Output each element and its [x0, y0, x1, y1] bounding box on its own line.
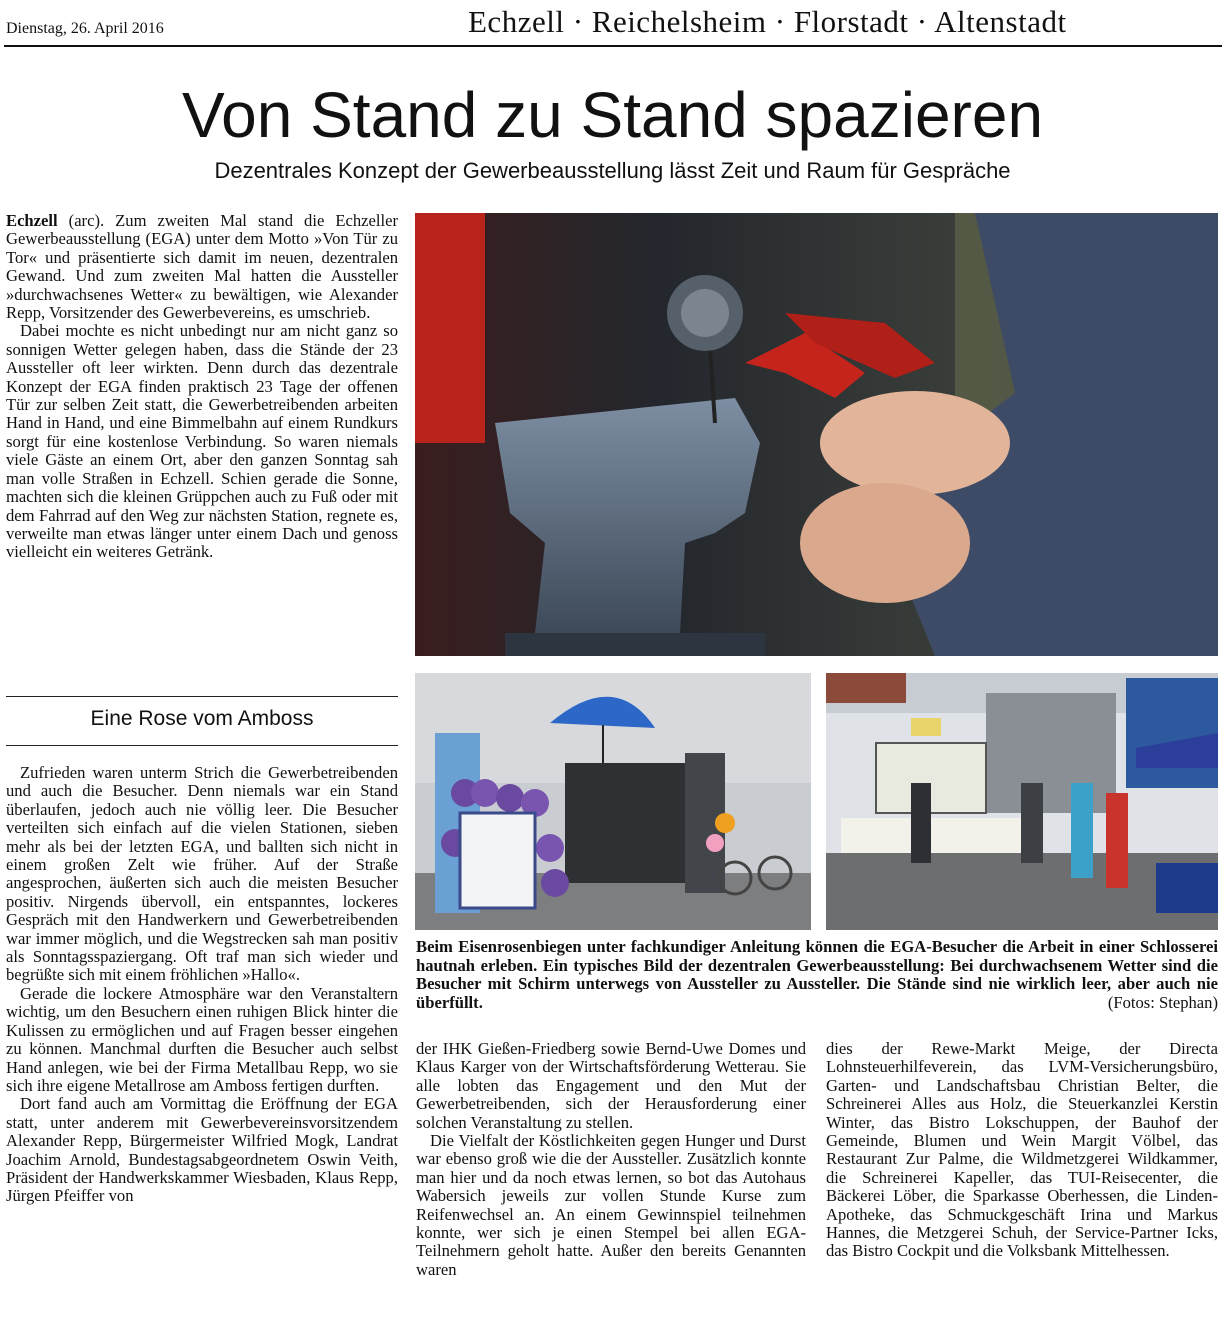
paragraph-1: Echzell (arc). Zum zweiten Mal stand die Echzeller Gewerbeausstellung (EGA) unter dem Motto »Von Tür zu Tor« und präsentierte sich damit im neuen, dezentralen Gewand. Und zum zweiten Mal hatten die Aussteller »durchwachsenes Wetter« zu bewältigen, wie Alexander Repp, Vorsitzender des Gewerbevereins, es umschrieb.: [6, 211, 398, 323]
column-2: [416, 1040, 806, 1279]
column-1-bottom: [6, 764, 398, 1206]
column-3: [826, 1040, 1218, 1261]
paragraph-4: Gerade die lockere Atmosphäre war den Veranstaltern wichtig, um den Besuchern einen ruhigen Blick hinter die Kulissen zu ermöglichen und auf Fragen besser eingehen zu können. Manchmal durften die Besucher auch selbst Hand anlegen, wie bei der Firma Metallbau Repp, wo sie sich ihre eigene Metallrose am Amboss fertigen durften.: [6, 983, 398, 1095]
paragraph-3: Zufrieden waren unterm Strich die Gewerbetreibenden und auch die Besucher. Denn niemals war ein Stand überlaufen, jedoch auch nie völlig leer. Die Besucher verteilten sich einfach auf die vielen Stationen, sieben mehr als bei der letzten EGA, und ballten sich nicht in einem großen Zelt wie früher. Auf der Straße angesprochen, äußerten sich auch die meisten Besucher positiv. Nirgends übervoll, ein entspanntes, lockeres Gespräch mit den Handwerkern und Gewerbetreibenden war immer möglich, und die Wegstrecken sah man positiv als Sonntagsspaziergang. Oft traf man sich wieder und begrüßte sich mit einem fröhlichen »Hallo«.: [6, 763, 398, 985]
section-subtitle: Eine Rose vom Amboss: [90, 707, 314, 730]
subtitle-rule-bottom: [6, 745, 398, 746]
photo-caption: [416, 938, 1218, 1012]
photo-anvil-rose: [415, 213, 1218, 656]
issue-date: Dienstag, 26. April 2016: [6, 20, 164, 37]
photo-credit: (Fotos: Stephan): [1107, 992, 1218, 1012]
paragraph-7: Die Vielfalt der Köstlichkeiten gegen Hunger und Durst war ebenso groß wie die der Aussteller. Zusätzlich konnte man hier und da noch etwas lernen, so bot das Autohaus Wabersich jeweils zur vollen Stunde Kurse zum Reifenwechsel an. An einem Gewinnspiel teilnehmen konnte, wer sich je einen Stempel bei allen EGA-Teilnehmern geholt hatte. Außer den bereits Genannten waren: [416, 1131, 806, 1279]
subtitle-rule-top: [6, 696, 398, 697]
headline: Von Stand zu Stand spazieren: [181, 79, 1044, 151]
paragraph-8: dies der Rewe-Markt Meige, der Directa Lohnsteuerhilfeverein, das LVM-Versicherungsbüro, Garten- und Landschaftsbau Christian Belter, die Schreinerei Alles aus Holz, die Steuerkanzlei Kerstin Winter, das Bistro Lokschuppen, der Bauhof der Gemeinde, Blumen und Wein Margit Völbel, das Restaurant Zur Palme, die Wildmetzgerei Wildkammer, die Schreinerei Kapeller, das TUI-Reisecenter, die Bäckerei Löber, die Sparkasse Oberhessen, die Linden-Apotheke, das Schmuckgeschäft Irina und Markus Hannes, die Metzgerei Schuh, der Service-Partner Icks, das Bistro Cockpit und die Volksbank Mittelhessen.: [826, 1039, 1218, 1261]
photo-market-stands: [826, 673, 1218, 930]
header-rule: [4, 45, 1222, 47]
photo-umbrella-crowd: [415, 673, 811, 930]
column-1-top: [6, 212, 398, 562]
paragraph-6: der IHK Gießen-Friedberg sowie Bernd-Uwe Domes und Klaus Karger von der Wirtschaftsförderung Wetterau. Sie alle lobten das Engagement und den Mut der Gewerbetreibenden, sich der Herausforderung einer solchen Veranstaltung zu stellen.: [416, 1039, 806, 1132]
section-towns: Echzell · Reichelsheim · Florstadt · Altenstadt: [468, 4, 1067, 39]
paragraph-2: Dabei mochte es nicht unbedingt nur am nicht ganz so sonnigen Wetter gelegen haben, dass die Stände der 23 Aussteller oft leer wirkten. Denn durch das dezentrale Konzept der EGA finden praktisch 23 Tage der offenen Tür zur selben Zeit statt, die Gewerbetreibenden arbeiten Hand in Hand, und eine Bimmelbahn auf einem Rundkurs sorgt für eine kostenlose Verbindung. So waren niemals viele Gäste an einem Ort, aber den ganzen Sonntag sah man volle Straßen in Echzell. Schien gerade die Sonne, machten sich die kleinen Grüppchen auch zu Fuß oder mit dem Fahrrad auf den Weg zur nächsten Station, regnete es, verweilte man etwas länger unter einem Dach und genoss vielleicht ein weiteres Getränk.: [6, 321, 398, 562]
caption-text: Beim Eisenrosenbiegen unter fachkundiger Anleitung können die EGA-Besucher die Arbeit in einer Schlosserei hautnah erleben. Ein typisches Bild der dezentralen Gewerbeausstellung: Bei durchwachsenem Wetter sind die Besucher mit Schirm unterwegs von Aussteller zu Aussteller. Die Stände sind nie wirklich leer, aber auch nie überfüllt.: [416, 937, 1218, 1012]
subheadline: Dezentrales Konzept der Gewerbeausstellung lässt Zeit und Raum für Gespräche: [214, 158, 1011, 183]
dateline: Echzell: [6, 211, 58, 230]
paragraph-5: Dort fand auch am Vormittag die Eröffnung der EGA statt, unter anderem mit Gewerbevereinsvorsitzendem Alexander Repp, Bürgermeister Wilfried Mogk, Landrat Joachim Arnold, Bundestagsabgeordnetem Oswin Veith, Präsident der Handwerkskammer Wiesbaden, Klaus Repp, Jürgen Pfeiffer von: [6, 1094, 398, 1206]
